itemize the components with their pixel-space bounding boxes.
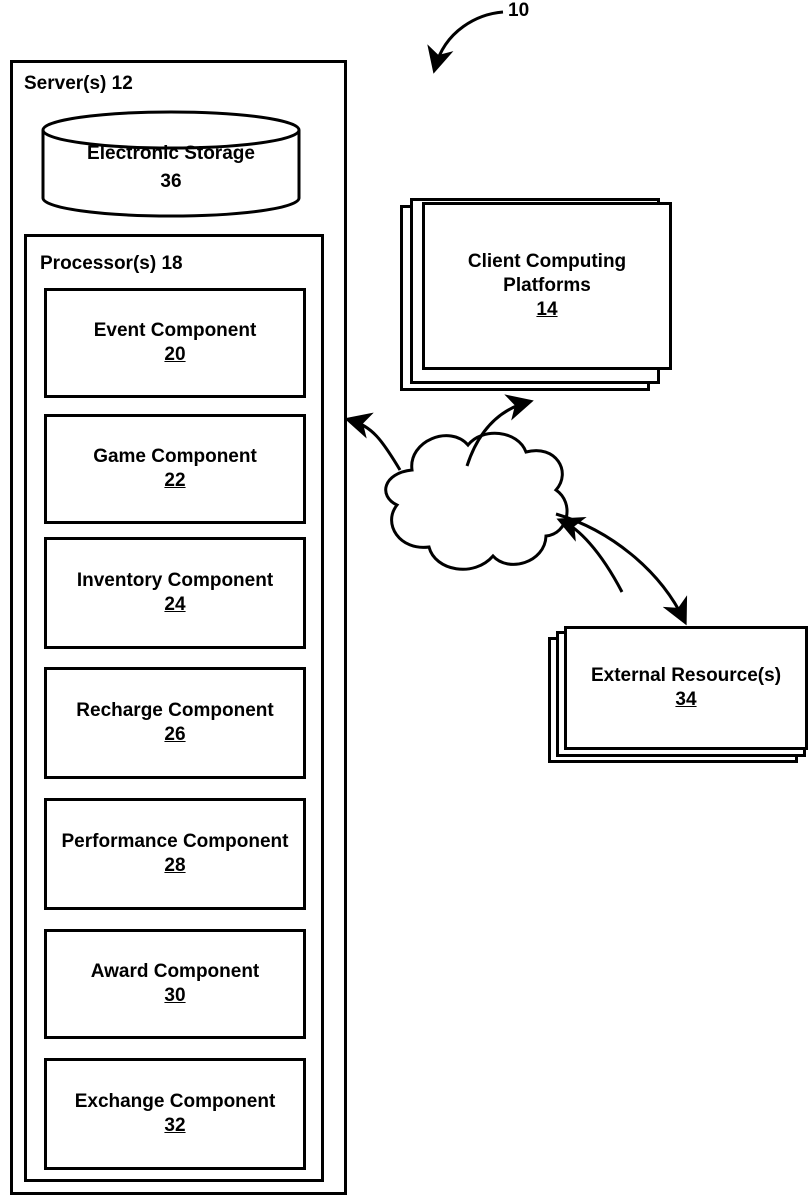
figure-reference-number: 10 (508, 0, 530, 21)
processor-label (40, 253, 183, 275)
component-label: Award Component (90, 961, 260, 983)
external-resources-box (564, 626, 808, 750)
component-box-recharge (44, 667, 306, 779)
component-box-performance (44, 798, 306, 910)
component-box-event (44, 288, 306, 398)
component-number: 32 (164, 1115, 186, 1136)
electronic-storage-number: 36 (160, 170, 182, 192)
electronic-storage-text (40, 140, 302, 195)
component-label: Exchange Component (74, 1091, 276, 1113)
component-label: Game Component (93, 446, 257, 468)
server-number: 12 (111, 73, 133, 94)
component-number: 30 (164, 985, 186, 1006)
component-number: 28 (164, 855, 186, 876)
component-label: Event Component (93, 320, 257, 342)
component-number: 20 (164, 344, 186, 365)
arrow-external-to-cloud (562, 521, 622, 592)
external-resources-label: External Resource(s) (590, 665, 782, 687)
server-label (24, 73, 133, 95)
figure-leader-line (435, 12, 503, 68)
external-resources-number: 34 (675, 689, 697, 710)
server-label-text: Server(s) (24, 73, 107, 94)
component-number: 24 (164, 594, 186, 615)
electronic-storage-label: Electronic Storage (87, 143, 255, 164)
component-number: 22 (164, 470, 186, 491)
processor-label-text: Processor(s) (40, 253, 157, 274)
component-box-exchange (44, 1058, 306, 1170)
component-label: Recharge Component (76, 700, 274, 722)
component-box-game (44, 414, 306, 524)
component-number: 26 (164, 724, 186, 745)
arrow-cloud-to-server (350, 420, 400, 470)
client-platforms-box (422, 202, 672, 370)
cloud-network-icon (386, 433, 567, 569)
component-box-inventory (44, 537, 306, 649)
component-box-award (44, 929, 306, 1039)
processor-number: 18 (161, 253, 183, 274)
arrow-cloud-to-client-platforms (467, 402, 528, 466)
component-label: Inventory Component (76, 570, 274, 592)
client-platforms-label: Client Computing Platforms (467, 251, 627, 297)
arrow-cloud-to-external (556, 514, 684, 620)
component-label: Performance Component (61, 831, 289, 853)
client-platforms-number: 14 (536, 298, 558, 320)
